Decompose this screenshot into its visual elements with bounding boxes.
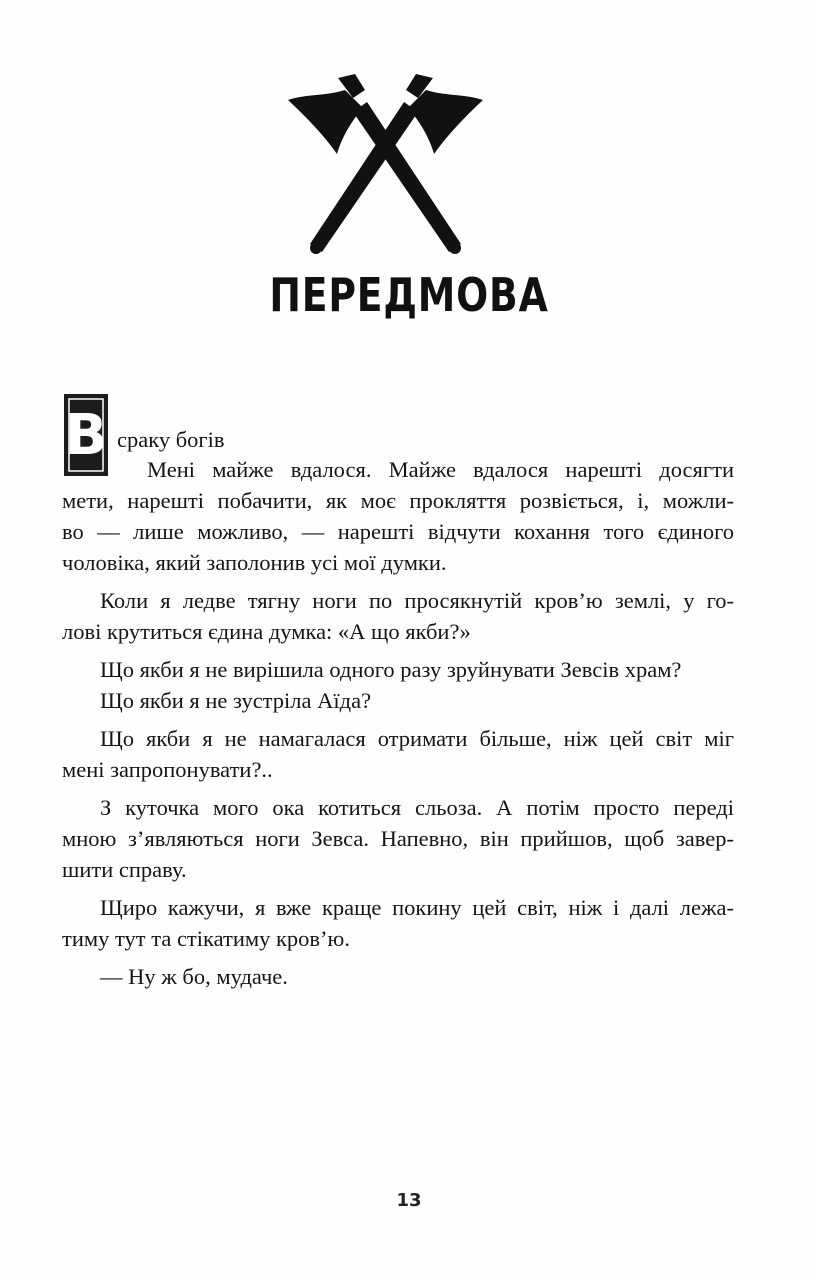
page-number: 13	[396, 1190, 422, 1211]
text-line: Мені майже вдалося. Майже вдалося нарешті досягти	[147, 457, 734, 482]
text-line: Що якби я не намагалася отримати більше, ніж цей світ міг	[100, 726, 734, 751]
drop-cap-letter: В	[64, 403, 108, 468]
text-line: сраку богів	[117, 427, 225, 452]
text-line: Коли я ледве тягну ноги по просякнутій кров’ю землі, у го-	[100, 588, 734, 613]
chapter-title: ПЕРЕДМОВА	[269, 268, 549, 322]
text-line: З куточка мого ока котиться сльоза. А потім просто переді	[100, 795, 734, 820]
crossed-axes-icon	[283, 72, 488, 257]
text-line: мною з’являються ноги Зевса. Напевно, він прийшов, щоб завер-	[62, 826, 734, 851]
drop-cap	[62, 392, 110, 478]
text-line: Що якби я не вирішила одного разу зруйнувати Зевсів храм?	[100, 657, 682, 682]
text-line: чоловіка, який заполонив усі мої думки.	[62, 550, 447, 575]
text-line: мети, нарешті побачити, як моє прокляття розвіється, і, можли-	[62, 488, 734, 513]
text-line: тиму тут та стікатиму кров’ю.	[62, 926, 350, 951]
text-line: лові крутиться єдина думка: «А що якби?»	[62, 619, 471, 644]
text-line: — Ну ж бо, мудаче.	[100, 964, 288, 989]
text-line: мені запропонувати?..	[62, 757, 273, 782]
text-line: шити справу.	[62, 857, 187, 882]
text-line: во — лише можливо, — нарешті відчути кохання того єдиного	[62, 519, 734, 544]
text-line: Щиро кажучи, я вже краще покину цей світ, ніж і далі лежа-	[100, 895, 734, 920]
text-line: Що якби я не зустріла Аїда?	[100, 688, 372, 713]
